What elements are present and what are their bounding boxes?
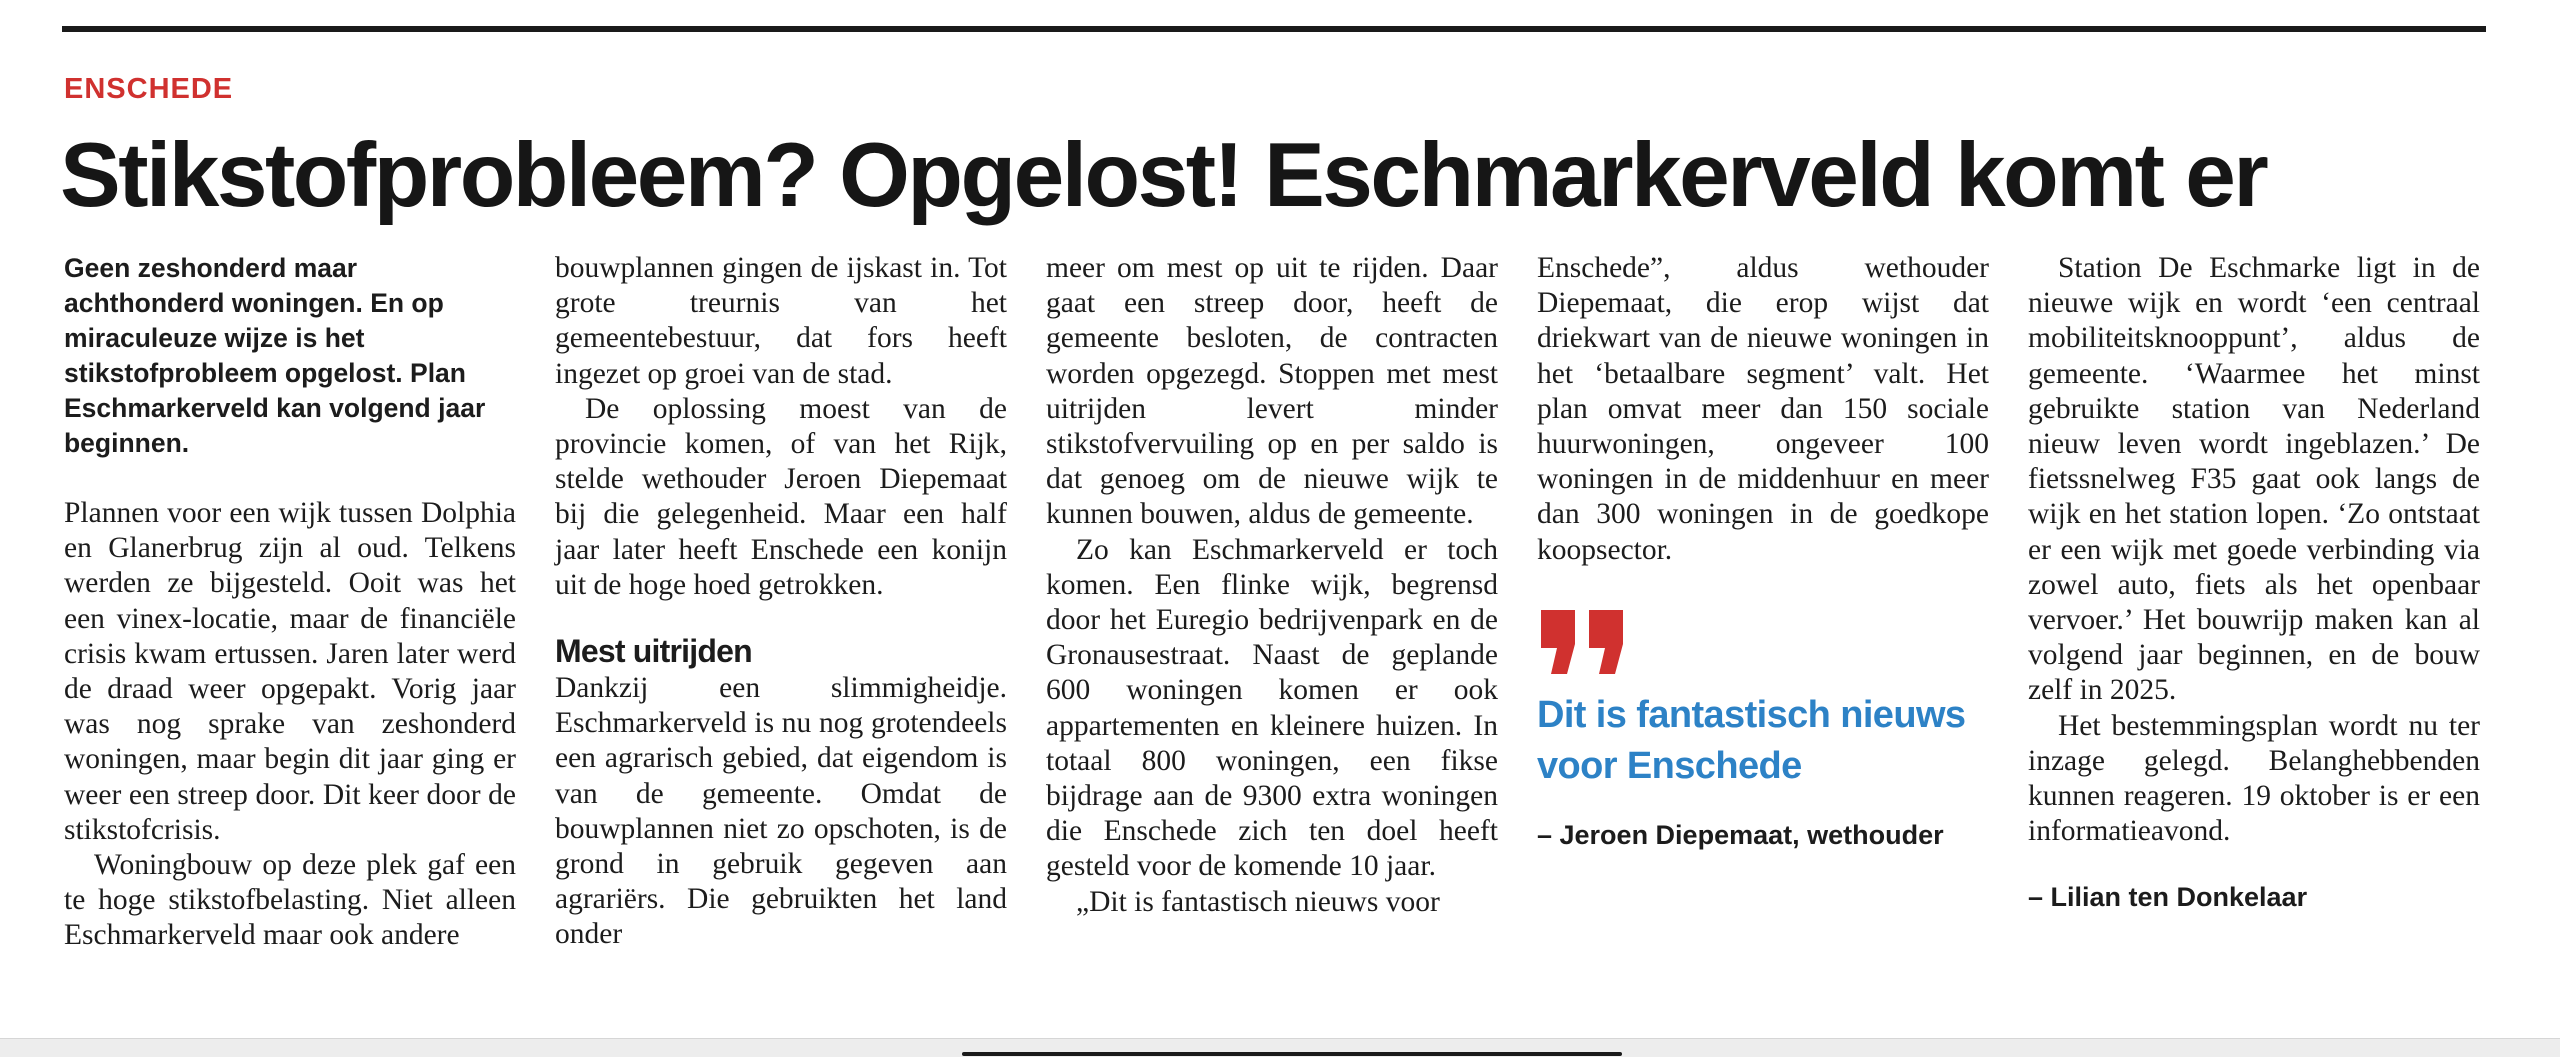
article-column-2 [555,251,1007,953]
body-paragraph: Plannen voor een wijk tussen Dolphia en Glanerbrug zijn al oud. Telkens werden ze bijgesteld. Ooit was het een vinex-locatie, maar de financiële crisis kwam ertussen. Jaren later werd de draad weer opgepakt. Vorig jaar was nog sprake van zeshonderd woningen, maar begin dit jaar ging er weer een streep door. Dit keer door de stikstofcrisis. [64,497,516,846]
article-column-3 [1046,251,1498,920]
body-paragraph: Station De Eschmarke ligt in de nieuwe wijk en wordt ‘een centraal mobiliteitsknooppunt’, aldus de gemeente. ‘Waarmee het minst gebruikte station van Nederland nieuw leven wordt ingeblazen.’ De fietssnelweg F35 gaat ook langs de wijk en het station lopen. ‘Zo ontstaat er een wijk met goede verbinding via zowel auto, fiets als het openbaar vervoer.’ Het bouwrijp maken kan al volgend jaar beginnen, en de bouw zelf in 2025. [2028,252,2480,707]
body-paragraph: meer om mest op uit te rijden. Daar gaat een streep door, heeft de gemeente besloten, de contracten worden opgezegd. Stoppen met mest uitrijden levert minder stikstofvervuiling op en per saldo is dat genoeg om de nieuwe wijk te kunnen bouwen, aldus de gemeente. [1046,252,1498,531]
quote-mark-icon [1537,604,1629,680]
article-column-1 [64,251,516,954]
pull-quote-attribution: – Jeroen Diepemaat, wethouder [1537,819,1944,850]
subheading: Mest uitrijden [555,633,752,670]
body-paragraph: Het bestemmingsplan wordt nu ter inzage gelegd. Belanghebbenden kunnen reageren. 19 oktober is er een informatieavond. [2028,709,2480,848]
body-paragraph: bouwplannen gingen de ijskast in. Tot grote treurnis van het gemeentebestuur, dat fors heeft ingezet op groei van de stad. [555,252,1007,390]
body-paragraph: Zo kan Eschmarkerveld er toch komen. Een flinke wijk, begrensd door het Euregio bedrijvenpark en de Gronausestraat. Naast de geplande 600 woningen komen er ook appartementen en kleinere huizen. In totaal 800 woningen, een fikse bijdrage aan de 9300 extra woningen die Enschede zich ten doel heeft gesteld voor de komende 10 jaar. [1046,533,1498,883]
body-paragraph: „Dit is fantastisch nieuws voor [1076,885,1440,918]
pull-quote: Dit is fantastisch nieuws voor Enschede [1537,693,1966,787]
body-paragraph: Woningbouw op deze plek gaf een te hoge stikstofbelasting. Niet alleen Eschmarkerveld maar ook andere [64,849,516,952]
intro-text: Geen zeshonderd maar achthonderd woningen. En op miraculeuze wijze is het stikstofprobleem opgelost. Plan Eschmarkerveld kan volgend jaar beginnen. [64,253,486,458]
author-byline: – Lilian ten Donkelaar [2028,882,2308,913]
top-rule [62,26,2486,32]
headline: Stikstofprobleem? Opgelost! Eschmarkerveld komt er [60,125,2267,226]
section-kicker: ENSCHEDE [64,73,234,105]
body-paragraph: Enschede”, aldus wethouder Diepemaat, die erop wijst dat driekwart van de nieuwe woningen in het ‘betaalbare segment’ valt. Het plan omvat meer dan 150 sociale huurwoningen, ongeveer 100 woningen in de middenhuur en meer dan 300 woningen in de goedkope koopsector. [1537,252,1989,566]
article-column-4 [1537,251,1989,853]
article-column-5 [2028,251,2480,916]
body-paragraph: De oplossing moest van de provincie komen, of van het Rijk, stelde wethouder Jeroen Diepemaat bij die gelegenheid. Maar een half jaar later heeft Enschede een konijn uit de hoge hoed getrokken. [555,392,1007,601]
body-paragraph: Dankzij een slimmigheidje. Eschmarkerveld is nu nog grotendeels een agrarisch gebied, dat eigendom is van de gemeente. Omdat de bouwplannen niet zo opschoten, is de grond in gebruik gegeven aan agrariërs. Die gebruikten het land onder [555,672,1007,951]
horizontal-scrollbar[interactable] [962,1052,1622,1056]
